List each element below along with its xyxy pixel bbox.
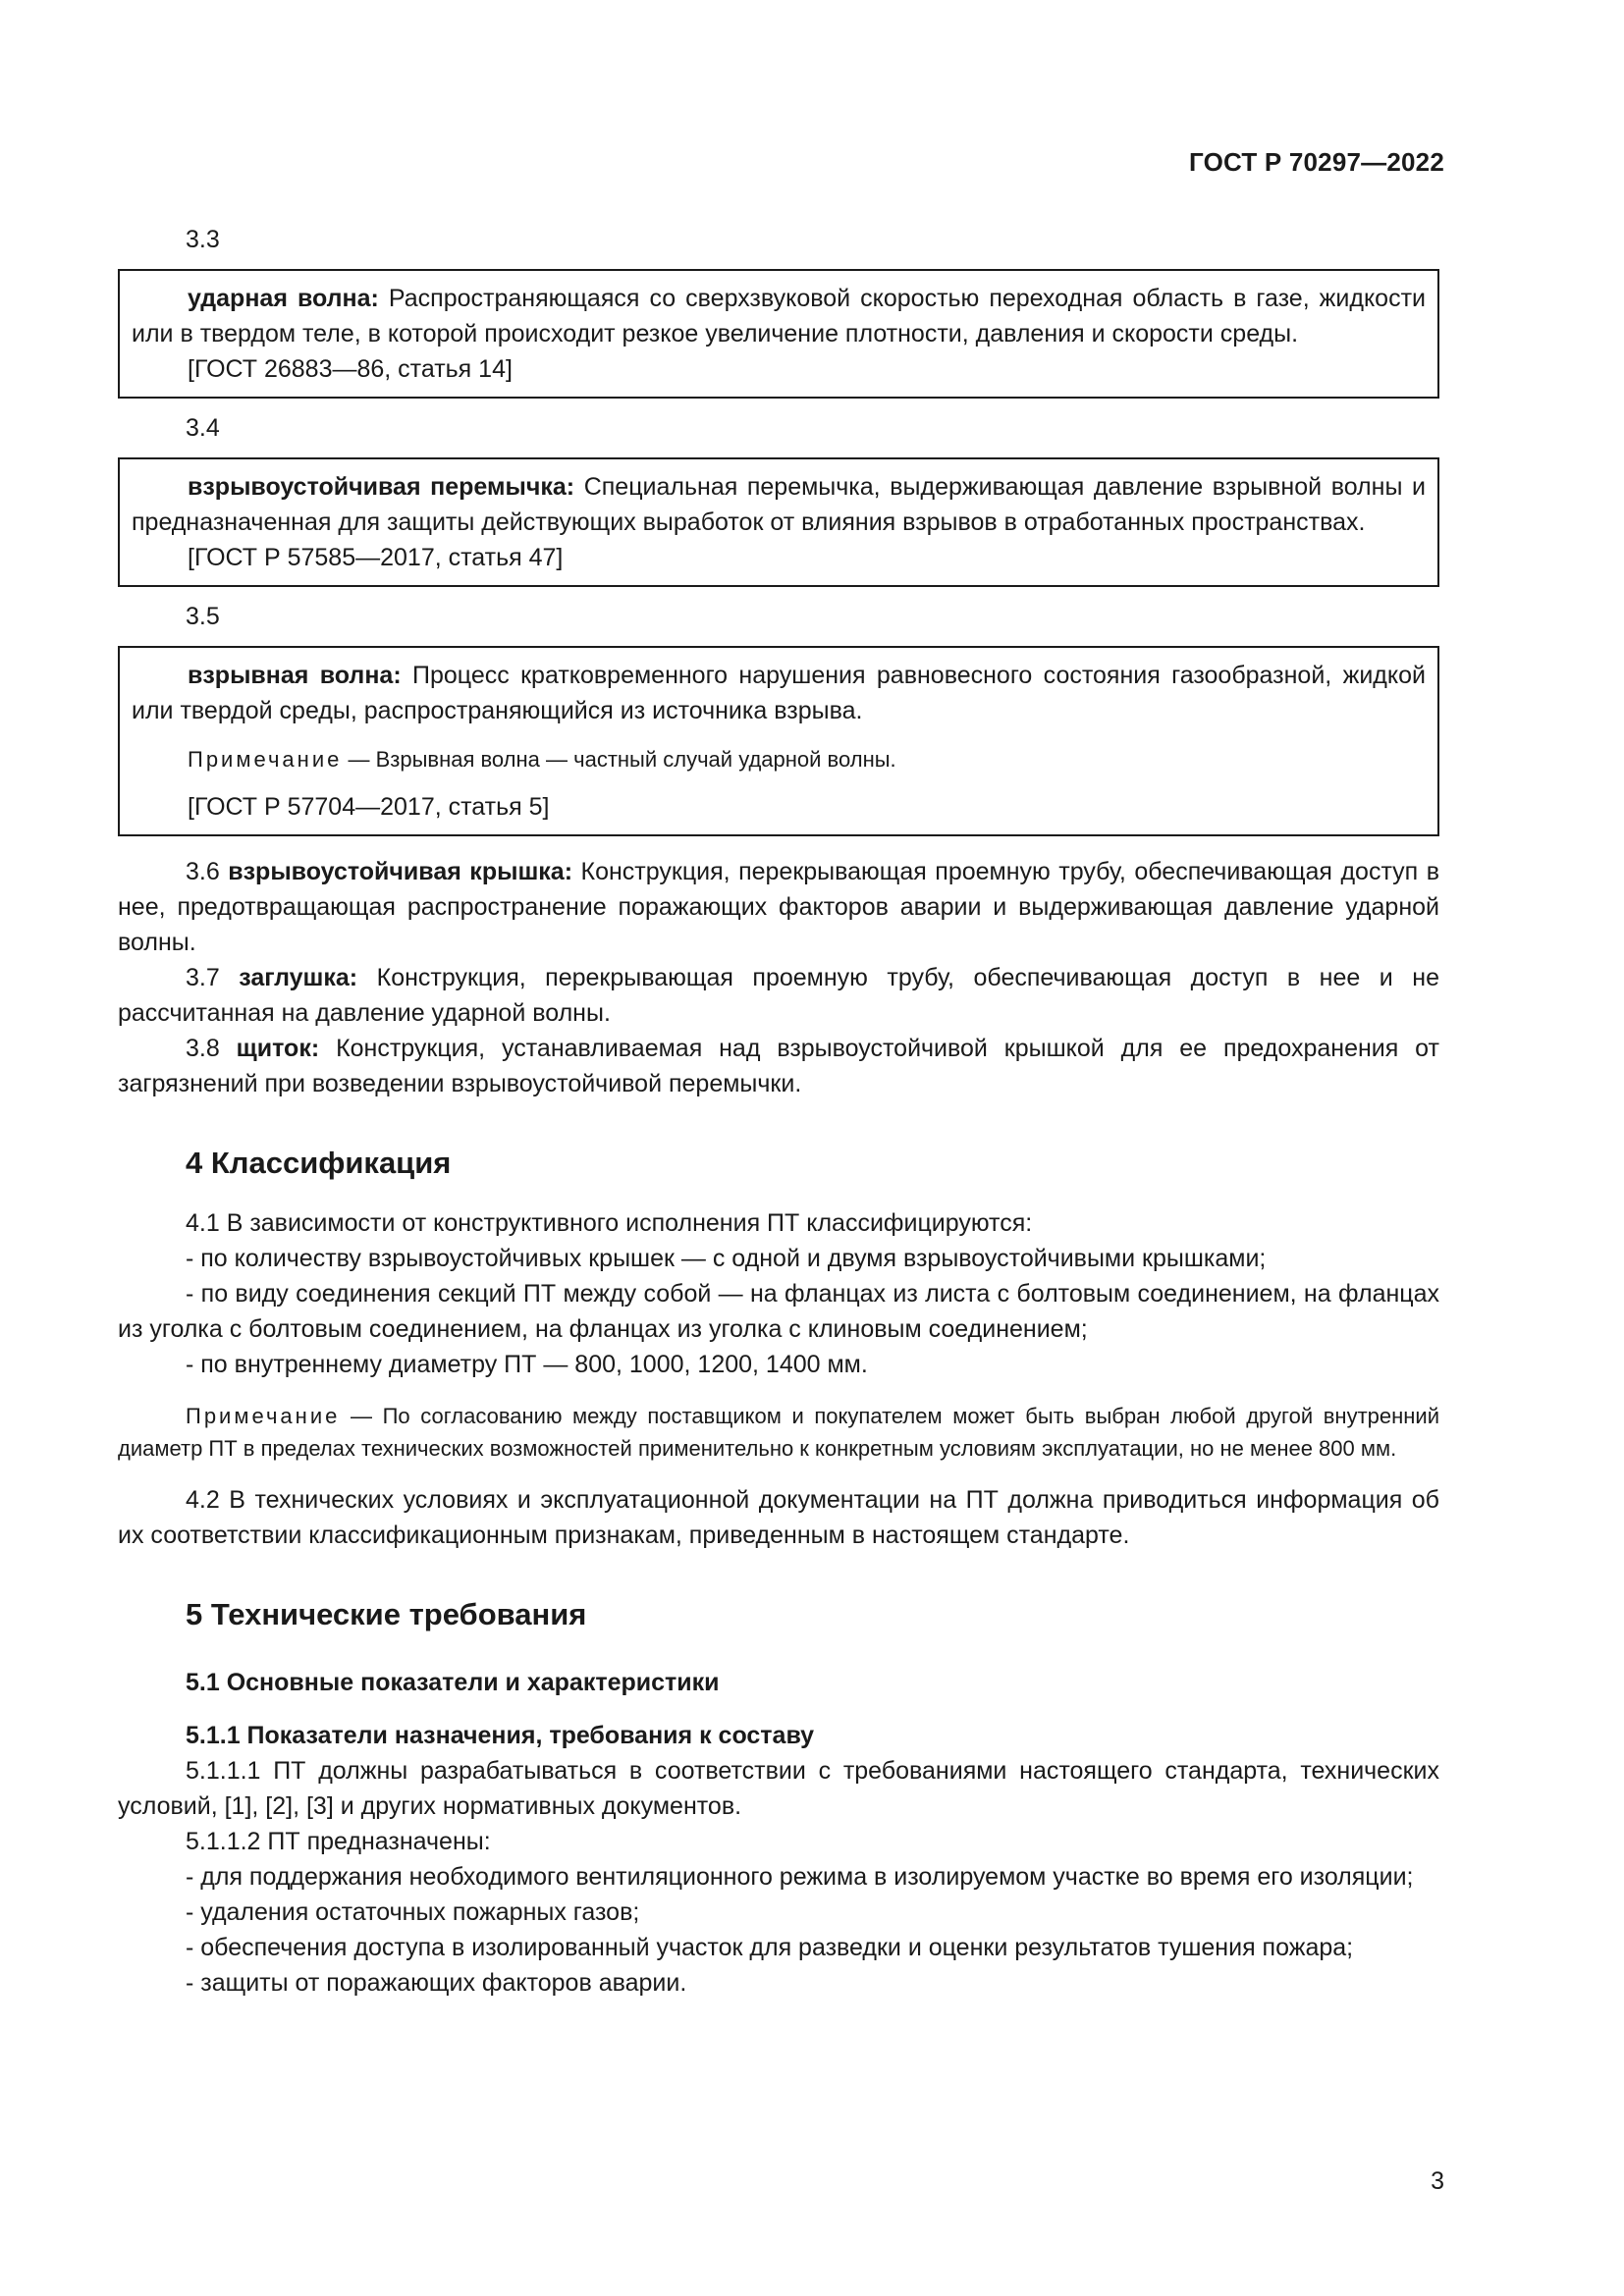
section-heading: 5 Технические требования — [186, 1597, 587, 1631]
list-item: - обеспечения доступа в изолированный участок для разведки и оценки результатов тушения пожара; — [186, 1934, 1354, 1961]
document-code: ГОСТ Р 70297—2022 — [1189, 147, 1444, 177]
list-item: - защиты от поражающих факторов аварии. — [186, 1969, 687, 1997]
list-item: - по количеству взрывоустойчивых крышек — с одной и двумя взрывоустойчивыми крышками; — [186, 1245, 1267, 1272]
term-name: взрывоустойчивая перемычка: — [188, 473, 575, 501]
note-label: Примечание — [186, 1404, 341, 1428]
paragraph: 4.1 В зависимости от конструктивного исполнения ПТ классифицируются: — [186, 1209, 1033, 1237]
term-definition-text: Специальная перемычка, выдерживающая давление взрывной волны и предназначенная для защиты действующих выработок от влияния взрывов в отработанных пространствах. — [132, 473, 1426, 536]
subsubsection-heading: 5.1.1 Показатели назначения, требования к составу — [186, 1722, 815, 1749]
definition-paragraph — [118, 1031, 1439, 1101]
note-text: — Взрывная волна — частный случай ударной волны. — [348, 747, 896, 772]
subsection-heading: 5.1 Основные показатели и характеристики — [186, 1669, 720, 1696]
note-paragraph — [118, 1400, 1439, 1465]
definition-term: щиток: — [236, 1035, 320, 1062]
definition-text: Конструкция, устанавливаемая над взрывоустойчивой крышкой для ее предохранения от загрязнений при возведении взрывоустойчивой перемычки. — [118, 1035, 1439, 1097]
term-source: [ГОСТ 26883—86, статья 14] — [188, 355, 513, 383]
term-definition — [132, 469, 1426, 540]
definition-paragraph — [118, 960, 1439, 1031]
term-box — [118, 269, 1439, 399]
list-item: - по виду соединения секций ПТ между собой — на фланцах из листа с болтовым соединением, на фланцах из уголка с болтовым соединением, на фланцах из уголка с клиновым соединением; — [118, 1280, 1439, 1343]
definition-number: 3.8 — [186, 1035, 220, 1062]
list-item: - для поддержания необходимого вентиляционного режима в изолируемом участке во время его изоляции; — [186, 1863, 1414, 1891]
definition-text: Конструкция, перекрывающая проемную трубу, обеспечивающая доступ в нее и не рассчитанная на давление ударной волны. — [118, 964, 1439, 1027]
paragraph: 4.2 В технических условиях и эксплуатационной документации на ПТ должна приводиться информация об их соответствии классификационным признакам, приведенным в настоящем стандарте. — [118, 1486, 1439, 1549]
definition-paragraph — [118, 854, 1439, 960]
page-content — [118, 222, 1439, 2001]
page-number: 3 — [1431, 2167, 1444, 2195]
term-definition-text: Распространяющаяся со сверхзвуковой скоростью переходная область в газе, жидкости или в твердом теле, в которой происходит резкое увеличение плотности, давления и скорости среды. — [132, 285, 1426, 347]
paragraph: 5.1.1.2 ПТ предназначены: — [186, 1828, 491, 1855]
term-definition-text: Процесс кратковременного нарушения равновесного состояния газообразной, жидкой или твердой среды, распространяющийся из источника взрыва. — [132, 662, 1426, 724]
term-source: [ГОСТ Р 57585—2017, статья 47] — [188, 544, 564, 571]
term-number: 3.4 — [186, 414, 220, 442]
note-text: — По согласованию между поставщиком и покупателем может быть выбран любой другой внутренний диаметр ПТ в пределах технических возможностей применительно к конкретным условиям эксплуатации, но не менее 800 мм. — [118, 1404, 1439, 1461]
term-definition — [132, 658, 1426, 728]
list-item: - по внутреннему диаметру ПТ — 800, 1000, 1200, 1400 мм. — [186, 1351, 868, 1378]
definition-term: заглушка: — [239, 964, 358, 991]
term-name: ударная волна: — [188, 285, 379, 312]
section-heading: 4 Классификация — [186, 1146, 452, 1180]
paragraph: 5.1.1.1 ПТ должны разрабатываться в соответствии с требованиями настоящего стандарта, технических условий, [1], [2], [3] и других нормативных документов. — [118, 1757, 1439, 1820]
definition-number: 3.7 — [186, 964, 220, 991]
term-note — [132, 744, 1426, 775]
definition-number: 3.6 — [186, 858, 220, 885]
note-label: Примечание — [188, 747, 343, 772]
term-name: взрывная волна: — [188, 662, 402, 689]
term-number: 3.5 — [186, 603, 220, 630]
term-box — [118, 646, 1439, 836]
term-definition — [132, 281, 1426, 351]
definition-term: взрывоустойчивая крышка: — [228, 858, 573, 885]
list-item: - удаления остаточных пожарных газов; — [186, 1898, 640, 1926]
term-number: 3.3 — [186, 226, 220, 253]
definition-text: Конструкция, перекрывающая проемную трубу, обеспечивающая доступ в нее, предотвращающая распространение поражающих факторов аварии и выдерживающая давление ударной волны. — [118, 858, 1439, 956]
term-box — [118, 457, 1439, 587]
term-source: [ГОСТ Р 57704—2017, статья 5] — [188, 793, 550, 821]
